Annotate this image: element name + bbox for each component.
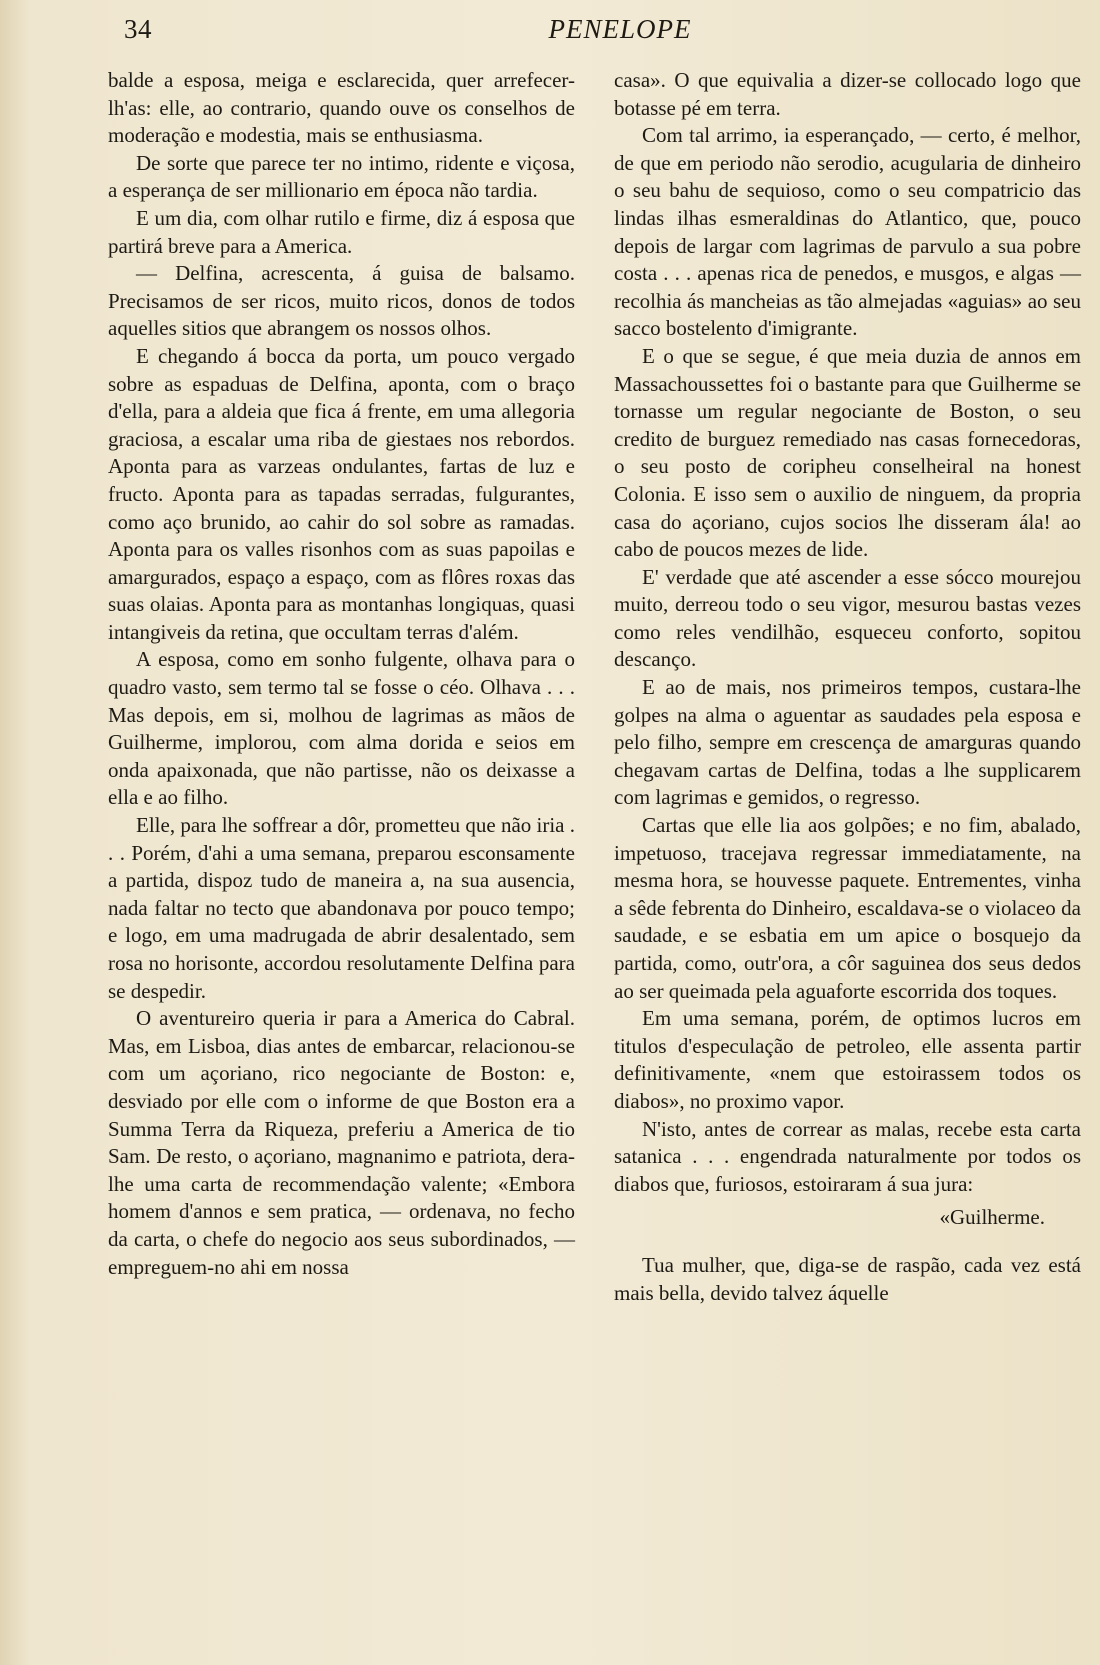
- paragraph: De sorte que parece ter no intimo, ridente e viçosa, a esperança de ser millionario em época não tardia.: [108, 150, 575, 203]
- paragraph: E o que se segue, é que meia duzia de annos em Massachoussettes foi o bastante para que Guilherme se tornasse um regular negociante de Boston, o seu credito de burguez remediado nas casas fornecedoras, o seu posto de coripheu conselheiral na honest Colonia. E isso sem o auxilio de ninguem, da propria casa do açoriano, cujos socios lhe disseram ála! ao cabo de poucos mezes de lide.: [614, 343, 1081, 562]
- running-title: PENELOPE: [548, 14, 692, 44]
- paragraph: A esposa, como em sonho fulgente, olhava para o quadro vasto, sem termo tal se fosse o céo. Olhava . . . Mas depois, em si, molhou de lagrimas as mãos de Guilherme, implorou, com alma dorida e seios em onda apaixonada, que não partisse, não os deixasse a ella e ao filho.: [108, 647, 575, 810]
- paragraph: Em uma semana, porém, de optimos lucros em titulos d'especulação de petroleo, elle assenta partir definitivamente, «nem que estoirassem todos os diabos», no proximo vapor.: [614, 1006, 1081, 1113]
- letter-salutation: «Guilherme.: [939, 1205, 1045, 1230]
- page-number: 34: [124, 14, 152, 44]
- paragraph: Elle, para lhe soffrear a dôr, prometteu que não iria . . . Porém, d'ahi a uma semana, preparou esconsamente a partida, dispoz tudo de maneira a, na sua ausencia, nada faltar no tecto que abandonava por pouco tempo; e logo, em uma madrugada de abrir desalentado, sem rosa no horisonte, accordou resolutamente Delfina para se despedir.: [108, 813, 576, 1003]
- paragraph: N'isto, antes de correar as malas, recebe esta carta satanica . . . engendrada naturalmente por todos os diabos que, furiosos, estoiraram á sua jura:: [614, 1116, 1081, 1196]
- right-column: [614, 67, 1081, 1307]
- paragraph: E chegando á bocca da porta, um pouco vergado sobre as espaduas de Delfina, aponta, com o braço d'ella, para a aldeia que fica á frente, em uma allegoria graciosa, a escalar uma riba de giestaes nos rebordos. Aponta para as varzeas ondulantes, fartas de luz e fructo. Aponta para as tapadas serradas, fulgurantes, como aço brunido, ao cahir do sol sobre as ramadas. Aponta para os valles risonhos com as suas papoilas e amargurados, espaço a espaço, com as flôres roxas das suas olaias. Aponta para as montanhas longiquas, quasi intangiveis da retina, que occultam terras d'além.: [108, 343, 575, 644]
- paragraph: — Delfina, acrescenta, á guisa de balsamo. Precisamos de ser ricos, muito ricos, donos de todos aquelles sitios que abrangem os nossos olhos.: [108, 261, 575, 341]
- paragraph: Cartas que elle lia aos golpões; e no fim, abalado, impetuoso, tracejava regressar immediatamente, na mesma hora, se houvesse paquete. Entrementes, vinha a sêde febrenta do Dinheiro, escaldava-se o violaceo da saudade, e se esbatia em um apice o bosquejo da partida, como, outr'ora, a côr saguinea dos seus dedos ao ser queimada pela aguaforte escorrida dos toques.: [614, 813, 1081, 1003]
- paragraph: Com tal arrimo, ia esperançado, — certo, é melhor, de que em periodo não serodio, acugularia de dinheiro o seu bahu de sequioso, como o seu compatricio das lindas ilhas esmeraldinas do Atlantico, que, pouco depois de largar com lagrimas de parvulo a sua pobre costa . . . apenas rica de penedos, e musgos, e algas — recolhia ás mancheias as tão almejadas «aguias» ao seu sacco bostelento d'imigrante.: [614, 123, 1081, 341]
- paragraph: E ao de mais, nos primeiros tempos, custara-lhe golpes na alma o aguentar as saudades pela esposa e pelo filho, sempre em crescença de amarguras quando chegavam cartas de Delfina, todas a lhe supplicarem com lagrimas e gemidos, o regresso.: [614, 675, 1081, 810]
- paragraph: O aventureiro queria ir para a America do Cabral. Mas, em Lisboa, dias antes de embarcar, relacionou-se com um açoriano, rico negociante de Boston: e, desviado por elle com o informe de que Boston era a Summa Terra da Riqueza, preferiu a America de tio Sam. De resto, o açoriano, magnanimo e patriota, dera-lhe uma carta de recommendação valente; «Embora homem d'annos e sem pratica, — ordenava, no fecho da carta, o chefe do negocio aos seus subordinados, — empreguem-no ahi em nossa: [108, 1006, 575, 1279]
- paragraph: casa». O que equivalia a dizer-se collocado logo que botasse pé em terra.: [614, 68, 1081, 120]
- paragraph: E' verdade que até ascender a esse sócco mourejou muito, derreou todo o seu vigor, mesurou bastas vezes como reles vendilhão, esqueceu conforto, sopitou descanço.: [614, 564, 1081, 672]
- paragraph: Tua mulher, que, diga-se de raspão, cada vez está mais bella, devido talvez áquelle: [614, 1252, 1081, 1305]
- page-header: [120, 12, 1070, 52]
- left-column: [108, 67, 575, 1281]
- paragraph: E um dia, com olhar rutilo e firme, diz á esposa que partirá breve para a America.: [108, 205, 575, 258]
- paragraph: balde a esposa, meiga e esclarecida, quer arrefecer-lh'as: elle, ao contrario, quando ouve os conselhos de moderação e modestia, mais se enthusiasma.: [108, 68, 575, 148]
